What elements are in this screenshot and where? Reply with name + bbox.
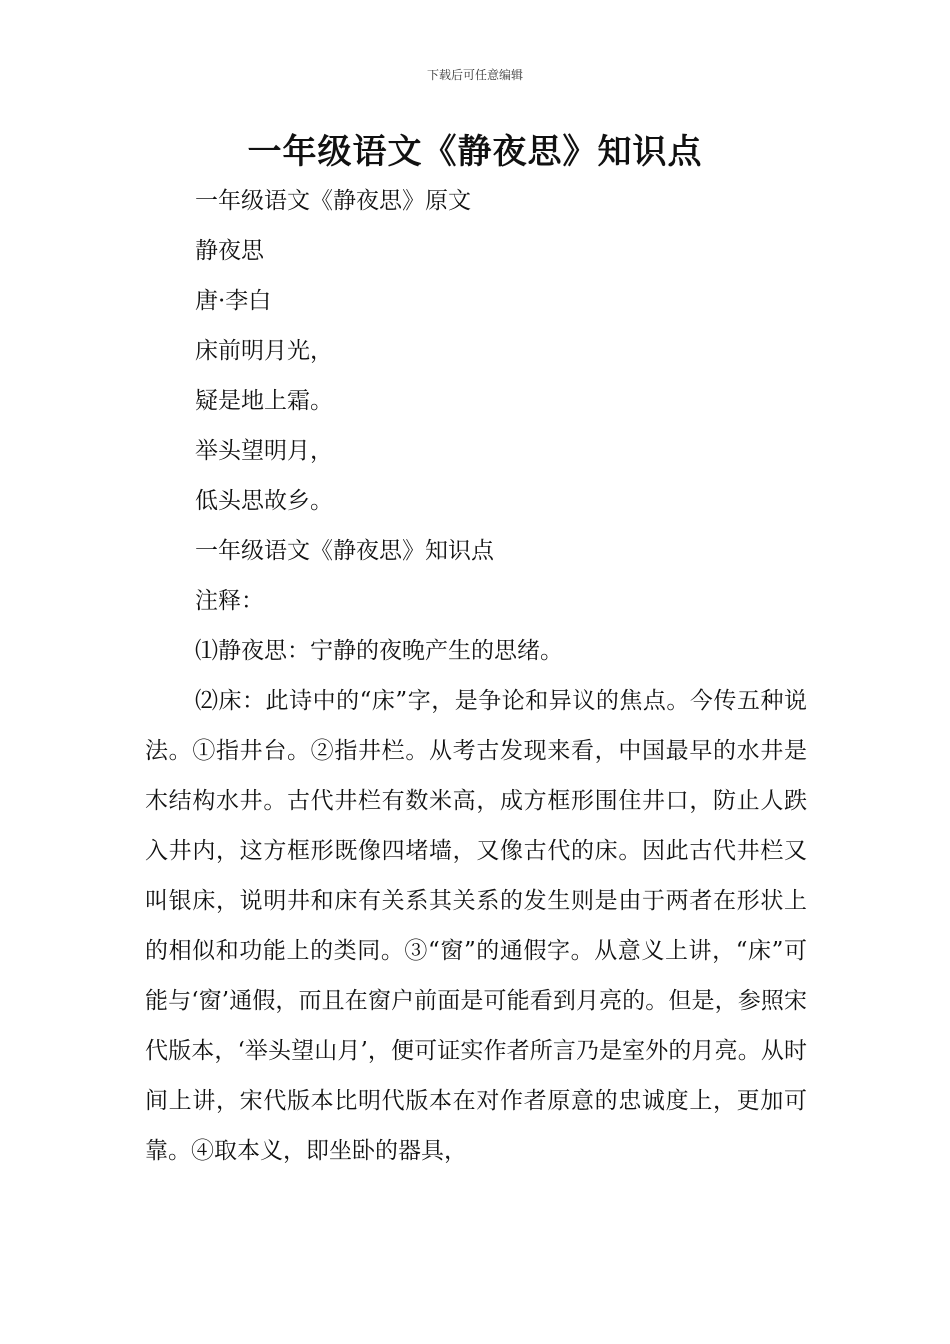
poem-line-2: 疑是地上霜。 bbox=[195, 388, 333, 414]
poem-line-1: 床前明月光， bbox=[195, 338, 333, 364]
poem-line-4: 低头思故乡。 bbox=[195, 488, 333, 514]
poem-author: 唐·李白 bbox=[195, 288, 272, 314]
section-heading-knowledge: 一年级语文《静夜思》知识点 bbox=[195, 538, 494, 564]
poem-line-3: 举头望明月， bbox=[195, 438, 333, 464]
document-body bbox=[145, 176, 807, 1199]
note-1: ⑴静夜思：宁静的夜晚产生的思绪。 bbox=[195, 638, 563, 664]
page-title: 一年级语文《静夜思》知识点 bbox=[247, 132, 703, 172]
notes-label: 注释： bbox=[195, 588, 264, 614]
note-2-paragraph: ⑵床：此诗中的“床”字，是争论和异议的焦点。今传五种说法。①指井台。②指井栏。从考古发现来看，中国最早的水井是木结构水井。古代井栏有数米高，成方框形围住井口，防止人跌入井内，这方框形既像四堵墙，又像古代的床。因此古代井栏又叫银床，说明井和床有关系其关系的发生则是由于两者在形状上的相似和功能上的类同。③“窗”的通假字。从意义上讲，“床”可能与‘窗’通假，而且在窗户前面是可能看到月亮的。但是，参照宋代版本，‘举头望山月’，便可证实作者所言乃是室外的月亮。从时间上讲，宋代版本比明代版本在对作者原意的忠诚度上，更加可靠。④取本义，即坐卧的器具， bbox=[145, 688, 807, 1164]
poem-title: 静夜思 bbox=[195, 238, 264, 264]
header-note: 下载后可任意编辑 bbox=[426, 68, 523, 82]
section-heading-original: 一年级语文《静夜思》原文 bbox=[195, 188, 471, 214]
